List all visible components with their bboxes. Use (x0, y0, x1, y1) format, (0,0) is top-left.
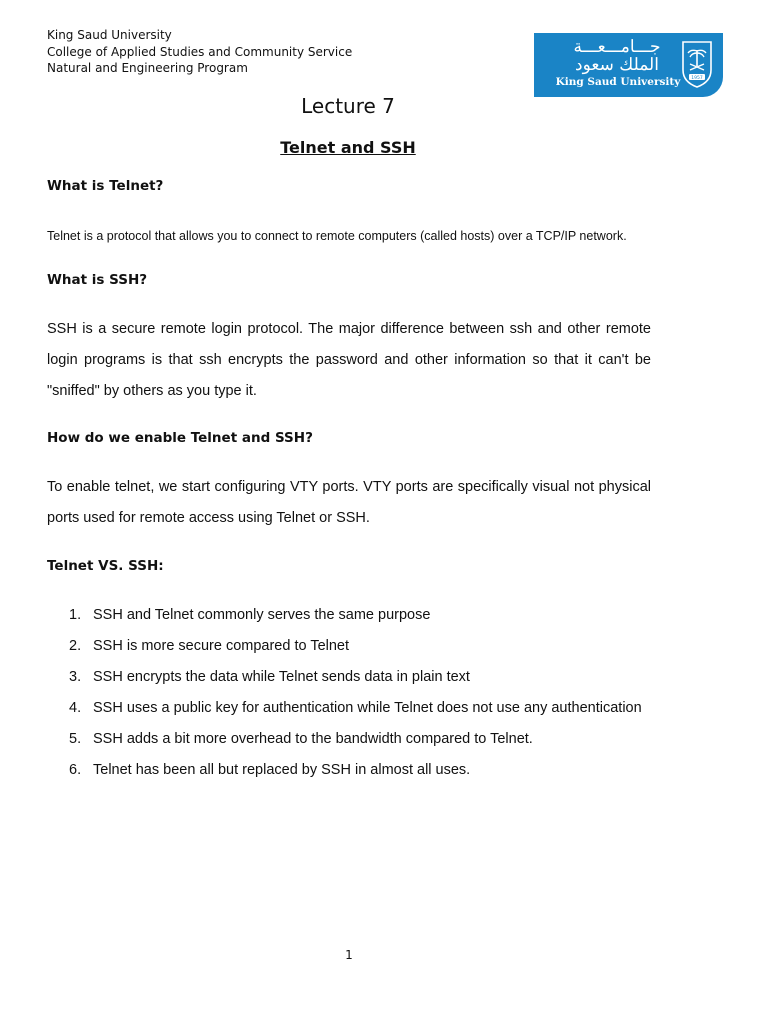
lecture-subtitle: Telnet and SSH (280, 138, 416, 157)
list-number: 2. (69, 638, 82, 654)
paragraph-ssh: SSH is a secure remote login protocol. The major difference between ssh and other remote login programs is that ssh encrypts the password and other information so that it can't be "sniffed" by others as you type it. (47, 321, 651, 399)
list-item (47, 755, 642, 786)
list-number: 5. (69, 731, 82, 747)
palm-emblem-icon (679, 40, 715, 88)
list-item-text: Telnet has been all but replaced by SSH in almost all uses. (93, 762, 471, 778)
header-program: Natural and Engineering Program (47, 61, 248, 75)
heading-enable-telnet-ssh: How do we enable Telnet and SSH? (47, 430, 313, 446)
paragraph-enable: To enable telnet, we start configuring VTY ports. VTY ports are specifically visual not physical ports used for remote access using Telnet or SSH. (47, 479, 651, 526)
header-university: King Saud University (47, 28, 172, 42)
university-logo (534, 33, 723, 97)
list-number: 3. (69, 669, 82, 685)
list-item-text: SSH encrypts the data while Telnet sends data in plain text (93, 669, 470, 685)
list-item-text: SSH is more secure compared to Telnet (93, 638, 350, 654)
header-college: College of Applied Studies and Community Service (47, 44, 353, 59)
list-item (47, 693, 642, 724)
list-number: 1. (69, 607, 82, 623)
lecture-title: Lecture 7 (301, 94, 395, 118)
logo-arabic-line1: جـــامـــعـــة (573, 37, 661, 57)
list-item-text: SSH and Telnet commonly serves the same purpose (93, 607, 431, 623)
list-item (47, 724, 642, 755)
logo-year: 1957 (691, 76, 703, 81)
paragraph-telnet: Telnet is a protocol that allows you to connect to remote computers (called hosts) over a TCP/IP network. (47, 229, 627, 243)
list-item-text: SSH uses a public key for authentication while Telnet does not use any authentication (93, 700, 642, 716)
list-item (47, 662, 642, 693)
heading-telnet-vs-ssh: Telnet VS. SSH: (47, 558, 164, 574)
list-number: 4. (69, 700, 82, 716)
list-item-text: SSH adds a bit more overhead to the bandwidth compared to Telnet. (93, 731, 533, 747)
logo-english-name: King Saud University (555, 76, 681, 88)
comparison-list (47, 600, 642, 786)
heading-what-is-telnet: What is Telnet? (47, 178, 164, 194)
list-item (47, 600, 642, 631)
heading-what-is-ssh: What is SSH? (47, 272, 148, 288)
university-header (47, 27, 352, 77)
list-item (47, 631, 642, 662)
page-number: 1 (345, 948, 353, 962)
list-number: 6. (69, 762, 82, 778)
logo-arabic-line2: الملك سعود (575, 55, 659, 75)
